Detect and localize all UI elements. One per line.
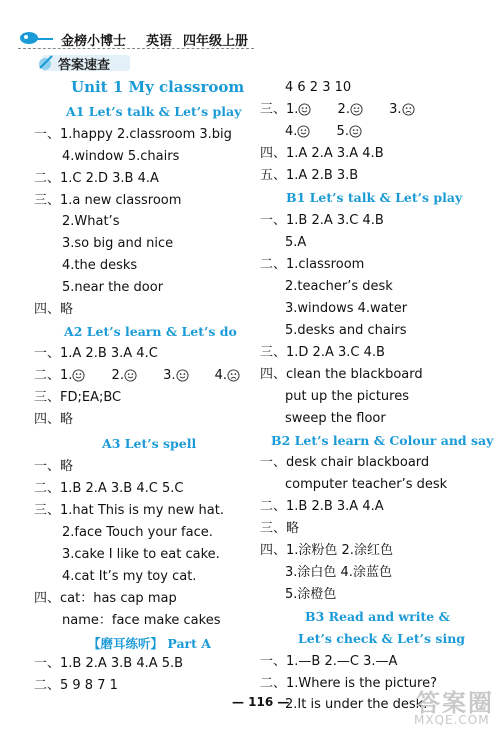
section-part-a-heading bbox=[88, 634, 211, 652]
answer-line-faces bbox=[260, 102, 415, 118]
smiley-icon bbox=[176, 369, 189, 382]
answer-line: 二、1.B 2.B 3.A 4.A bbox=[260, 499, 384, 514]
answer-line: 二、1.Where is the picture? bbox=[260, 676, 437, 691]
answer-line: 四、1.A 2.A 3.A 4.B bbox=[260, 146, 384, 161]
item-number: 5. bbox=[336, 124, 349, 139]
answer-line: 一、desk chair blackboard bbox=[260, 455, 430, 470]
answer-line: 三、1.a new classroom bbox=[34, 193, 182, 208]
banner-title: 答案速查 bbox=[58, 58, 111, 73]
answer-line: 三、1.D 2.A 3.C 4.B bbox=[260, 345, 385, 360]
section-b3-heading-2: Let’s check & Let’s sing bbox=[298, 631, 466, 646]
answer-line: 4.window 5.chairs bbox=[62, 149, 180, 164]
answer-line: 二、1.C 2.D 3.B 4.A bbox=[34, 171, 159, 186]
answer-line: 一、1.happy 2.classroom 3.big bbox=[34, 127, 232, 142]
smiley-icon bbox=[350, 103, 363, 116]
item-number: 二、1. bbox=[34, 368, 73, 383]
answer-line-faces bbox=[285, 124, 362, 140]
section-b3-heading: B3 Read and write & bbox=[305, 609, 450, 624]
answer-line: 4.the desks bbox=[62, 258, 138, 273]
answer-line: 四、略 bbox=[34, 302, 74, 317]
section-b1-heading: B1 Let’s talk & Let’s play bbox=[286, 190, 463, 205]
answer-line: 一、略 bbox=[34, 459, 74, 474]
watermark-big: 答案圈 bbox=[416, 689, 494, 717]
header-grade: 四年级上册 bbox=[183, 34, 249, 49]
answer-line: 5.desks and chairs bbox=[285, 323, 407, 338]
item-number: 4. bbox=[285, 124, 298, 139]
answer-line: 2.What’s bbox=[62, 214, 120, 229]
pencil-icon bbox=[36, 52, 58, 72]
section-a1-heading: A1 Let’s talk & Let’s play bbox=[66, 104, 242, 119]
item-number: 2. bbox=[337, 102, 350, 117]
answer-line: 4.cat It’s my toy cat. bbox=[62, 569, 197, 584]
smiley-icon bbox=[124, 369, 137, 382]
smiley-icon bbox=[349, 125, 362, 138]
section-a2-heading: A2 Let’s learn & Let’s do bbox=[64, 324, 237, 339]
answer-line: put up the pictures bbox=[285, 389, 409, 404]
answer-line: 三、略 bbox=[260, 521, 300, 536]
smiley-icon bbox=[72, 369, 85, 382]
item-number: 4. bbox=[214, 368, 228, 383]
answer-line: 二、5 9 8 7 1 bbox=[34, 678, 118, 693]
answer-line: 3.windows 4.water bbox=[285, 301, 408, 316]
part-a-label: Part A bbox=[167, 636, 211, 651]
answer-line: 四、1.涂粉色 2.涂红色 bbox=[260, 543, 393, 558]
watermark bbox=[408, 683, 498, 729]
answer-line: 2.It is under the desk. bbox=[285, 697, 428, 712]
unit-title: Unit 1 My classroom bbox=[71, 78, 245, 96]
item-number: 3. bbox=[163, 368, 176, 383]
item-number: 3. bbox=[389, 102, 402, 117]
answer-line-faces bbox=[34, 368, 240, 384]
item-number: 三、1. bbox=[260, 102, 299, 117]
header-brand: 金榜小博士 bbox=[61, 34, 127, 49]
answer-line: 3.so big and nice bbox=[62, 236, 174, 251]
answer-line: 一、1.B 2.A 3.B 4.A 5.B bbox=[34, 656, 184, 671]
answer-line: sweep the floor bbox=[285, 411, 386, 426]
answer-line: 四、cat：has cap map bbox=[34, 591, 177, 606]
answer-line: 5.A bbox=[285, 235, 307, 250]
answer-line: 二、1.B 2.A 3.B 4.C 5.C bbox=[34, 481, 184, 496]
answer-line: 4 6 2 3 10 bbox=[285, 80, 352, 95]
answer-line: 三、1.hat This is my new hat. bbox=[34, 503, 224, 518]
frowny-icon bbox=[402, 103, 415, 116]
answer-line: 5.near the door bbox=[62, 280, 164, 295]
answer-line: 四、略 bbox=[34, 412, 74, 427]
answer-line: 一、1.A 2.B 3.A 4.C bbox=[34, 346, 158, 361]
header-divider bbox=[18, 48, 254, 49]
answer-line: 一、1.—B 2.—C 3.—A bbox=[260, 654, 398, 669]
smiley-icon bbox=[297, 125, 310, 138]
watermark-small: MXQE.COM bbox=[414, 713, 490, 727]
page-number: — 116 — bbox=[232, 695, 290, 709]
section-b2-heading: B2 Let’s learn & Colour and say bbox=[271, 433, 494, 448]
header-subject: 英语 bbox=[146, 34, 173, 49]
answer-line: 3.cake I like to eat cake. bbox=[62, 547, 220, 562]
section-a3-heading: A3 Let’s spell bbox=[102, 436, 197, 451]
answer-line: 3.涂白色 4.涂蓝色 bbox=[285, 565, 392, 580]
answer-line: name：face make cakes bbox=[62, 613, 221, 628]
answer-line: 2.face Touch your face. bbox=[62, 525, 213, 540]
answer-line: 五、1.A 2.B 3.B bbox=[260, 168, 359, 183]
item-number: 2. bbox=[111, 368, 124, 383]
answer-line: 二、1.classroom bbox=[260, 257, 365, 272]
logo-icon bbox=[19, 31, 55, 45]
smiley-icon bbox=[298, 103, 311, 116]
frowny-icon bbox=[227, 369, 240, 382]
answer-line: 四、clean the blackboard bbox=[260, 367, 423, 382]
answer-line: 三、FD;EA;BC bbox=[34, 390, 122, 405]
answer-line: 5.涂橙色 bbox=[285, 587, 337, 602]
answer-line: computer teacher’s desk bbox=[285, 477, 448, 492]
page-header bbox=[0, 0, 500, 49]
answer-line: 一、1.B 2.A 3.C 4.B bbox=[260, 213, 384, 228]
part-a-prefix: 【磨耳练听】 bbox=[88, 636, 164, 651]
answer-line: 2.teacher’s desk bbox=[285, 279, 393, 294]
